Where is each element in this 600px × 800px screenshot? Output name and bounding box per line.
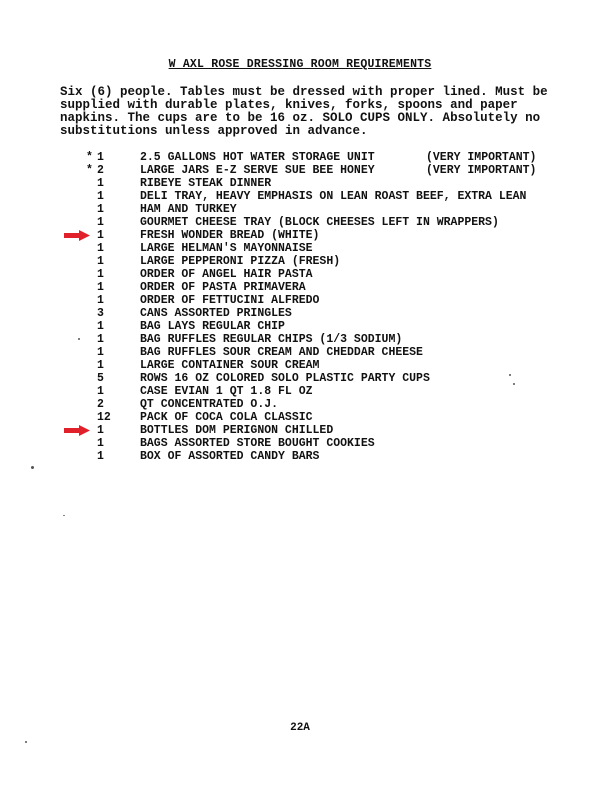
list-item: [60, 359, 580, 372]
red-arrow-icon: [64, 230, 90, 241]
scan-speck: [509, 374, 511, 376]
intro-line: supplied with durable plates, knives, forks, spoons and paper: [60, 98, 518, 112]
item-description: BOTTLES DOM PERIGNON CHILLED: [140, 424, 334, 437]
intro-line: napkins. The cups are to be 16 oz. SOLO CUPS ONLY. Absolutely no: [60, 111, 541, 125]
item-description: CASE EVIAN 1 QT 1.8 FL OZ: [140, 385, 313, 398]
list-item: [60, 437, 580, 450]
intro-line: Six (6) people. Tables must be dressed with proper lined. Must be: [60, 85, 548, 99]
item-description: BOX OF ASSORTED CANDY BARS: [140, 450, 320, 463]
scan-speck: [513, 383, 515, 385]
item-quantity: 2: [97, 398, 104, 411]
item-quantity: 12: [97, 411, 111, 424]
list-item: [60, 151, 580, 164]
list-item: [60, 294, 580, 307]
item-quantity: 1: [97, 177, 104, 190]
item-description: BAG RUFFLES REGULAR CHIPS (1/3 SODIUM): [140, 333, 403, 346]
list-item: [60, 398, 580, 411]
item-quantity: 1: [97, 437, 104, 450]
item-quantity: 1: [97, 268, 104, 281]
item-quantity: 1: [97, 385, 104, 398]
list-item: [60, 268, 580, 281]
item-note: (VERY IMPORTANT): [426, 151, 537, 164]
item-quantity: 2: [97, 164, 104, 177]
scan-speck: [78, 338, 80, 340]
item-quantity: 1: [97, 294, 104, 307]
red-arrow-icon: [64, 425, 90, 436]
list-item: [60, 424, 580, 437]
item-quantity: 1: [97, 255, 104, 268]
list-item: [60, 229, 580, 242]
item-description: BAG LAYS REGULAR CHIP: [140, 320, 285, 333]
item-description: BAG RUFFLES SOUR CREAM AND CHEDDAR CHEESE: [140, 346, 423, 359]
item-quantity: 5: [97, 372, 104, 385]
scan-speck: [31, 466, 34, 469]
important-star: *: [86, 164, 93, 177]
list-item: [60, 242, 580, 255]
item-quantity: 1: [97, 424, 104, 437]
item-quantity: 1: [97, 242, 104, 255]
item-description: QT CONCENTRATED O.J.: [140, 398, 279, 411]
item-quantity: 1: [97, 346, 104, 359]
item-quantity: 1: [97, 203, 104, 216]
list-item: [60, 372, 580, 385]
list-item: [60, 346, 580, 359]
list-item: [60, 385, 580, 398]
item-quantity: 1: [97, 320, 104, 333]
item-description: BAGS ASSORTED STORE BOUGHT COOKIES: [140, 437, 375, 450]
item-description: ORDER OF FETTUCINI ALFREDO: [140, 294, 320, 307]
item-quantity: 1: [97, 333, 104, 346]
page-number: 22A: [290, 722, 310, 734]
list-item: [60, 307, 580, 320]
item-quantity: 1: [97, 359, 104, 372]
item-note: (VERY IMPORTANT): [426, 164, 537, 177]
list-item: [60, 190, 580, 203]
document-title: W AXL ROSE DRESSING ROOM REQUIREMENTS: [168, 58, 432, 71]
item-quantity: 1: [97, 450, 104, 463]
item-description: LARGE HELMAN'S MAYONNAISE: [140, 242, 313, 255]
item-description: ORDER OF PASTA PRIMAVERA: [140, 281, 306, 294]
item-quantity: 3: [97, 307, 104, 320]
item-description: CANS ASSORTED PRINGLES: [140, 307, 292, 320]
list-item: [60, 281, 580, 294]
scan-speck: [63, 515, 65, 516]
requirements-list: [60, 151, 580, 463]
item-description: FRESH WONDER BREAD (WHITE): [140, 229, 320, 242]
list-item: [60, 203, 580, 216]
intro-line: substitutions unless approved in advance.: [60, 124, 368, 138]
list-item: [60, 320, 580, 333]
important-star: *: [86, 151, 93, 164]
item-description: RIBEYE STEAK DINNER: [140, 177, 272, 190]
item-description: LARGE JARS E-Z SERVE SUE BEE HONEY: [140, 164, 375, 177]
list-item: [60, 255, 580, 268]
item-quantity: 1: [97, 151, 104, 164]
list-item: [60, 411, 580, 424]
list-item: [60, 333, 580, 346]
item-description: PACK OF COCA COLA CLASSIC: [140, 411, 313, 424]
item-quantity: 1: [97, 229, 104, 242]
scan-speck: [25, 741, 27, 743]
item-description: HAM AND TURKEY: [140, 203, 237, 216]
item-description: LARGE CONTAINER SOUR CREAM: [140, 359, 320, 372]
list-item: [60, 177, 580, 190]
item-quantity: 1: [97, 216, 104, 229]
list-item: [60, 216, 580, 229]
item-description: GOURMET CHEESE TRAY (BLOCK CHEESES LEFT IN WRAPPERS): [140, 216, 499, 229]
item-quantity: 1: [97, 281, 104, 294]
item-description: ORDER OF ANGEL HAIR PASTA: [140, 268, 313, 281]
item-description: LARGE PEPPERONI PIZZA (FRESH): [140, 255, 341, 268]
item-quantity: 1: [97, 190, 104, 203]
item-description: 2.5 GALLONS HOT WATER STORAGE UNIT: [140, 151, 375, 164]
list-item: [60, 450, 580, 463]
intro-paragraph: [60, 86, 570, 138]
list-item: [60, 164, 580, 177]
item-description: DELI TRAY, HEAVY EMPHASIS ON LEAN ROAST BEEF, EXTRA LEAN: [140, 190, 527, 203]
item-description: ROWS 16 OZ COLORED SOLO PLASTIC PARTY CUPS: [140, 372, 430, 385]
